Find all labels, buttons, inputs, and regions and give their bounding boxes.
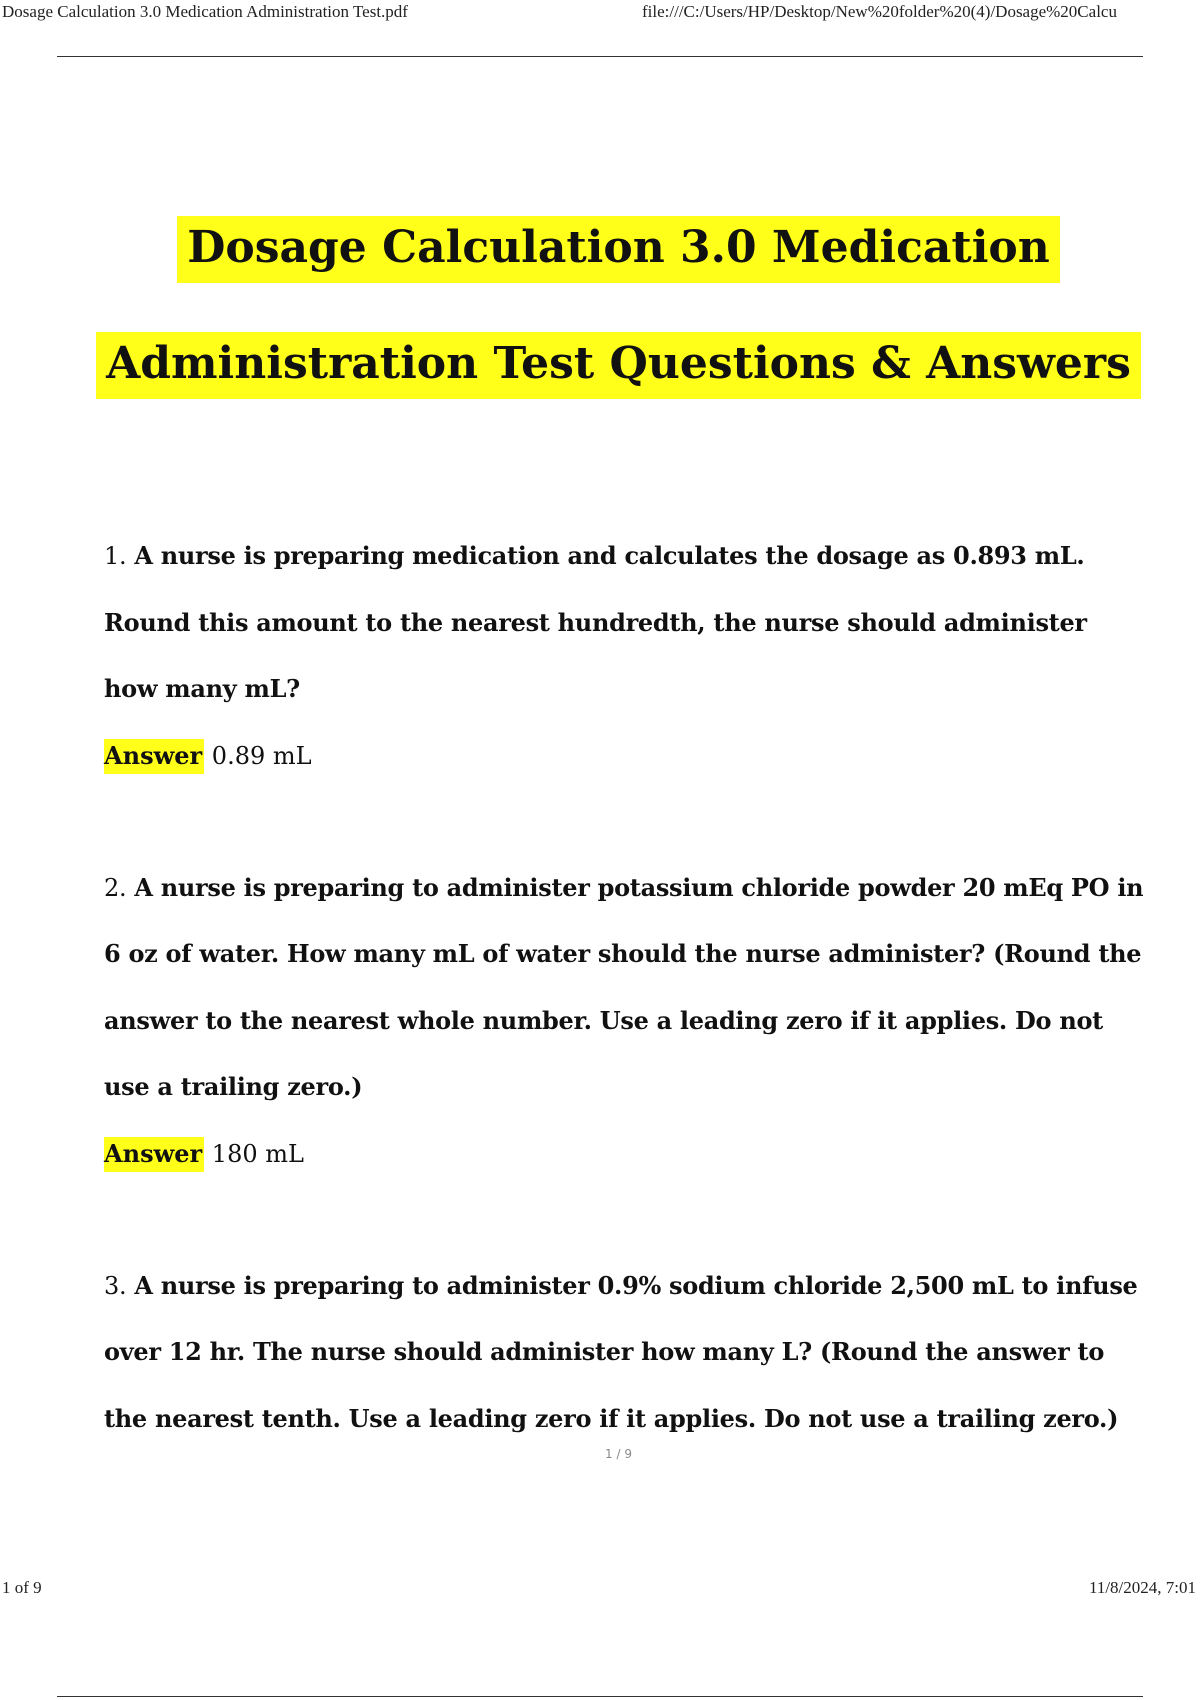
question-number: 2. <box>104 873 127 902</box>
answer-2 <box>104 1121 1144 1187</box>
spacer <box>104 1187 1144 1253</box>
footer-datetime: 11/8/2024, 7:01 <box>1088 1578 1196 1597</box>
title-line-2: Administration Test Questions & Answers <box>96 332 1141 399</box>
spacer <box>104 789 1144 855</box>
answer-value: 0.89 mL <box>211 741 312 770</box>
page-indicator: 1 / 9 <box>605 1447 632 1461</box>
print-header <box>0 0 1200 26</box>
header-divider <box>57 56 1143 57</box>
question-number: 3. <box>104 1271 127 1300</box>
question-3 <box>104 1253 1144 1453</box>
questions-section <box>104 523 1144 1452</box>
header-file-url: file:///C:/Users/HP/Desktop/New%20folder%20(4)/Dosage%20Calcu <box>642 2 1117 21</box>
answer-label: Answer <box>104 1137 204 1172</box>
question-text: A nurse is preparing medication and calculates the dosage as 0.893 mL. Round this amount to the nearest hundredth, the nurse should administer how many mL? <box>104 541 1087 703</box>
question-text: A nurse is preparing to administer 0.9% sodium chloride 2,500 mL to infuse over 12 hr. The nurse should administer how many L? (Round the answer to the nearest tenth. Use a leading zero if it applies. Do not use a trailing zero.) <box>104 1270 1138 1433</box>
footer-divider <box>57 1696 1143 1697</box>
title-line-1: Dosage Calculation 3.0 Medication <box>177 216 1060 283</box>
answer-value: 180 mL <box>211 1139 304 1168</box>
question-1 <box>104 523 1144 723</box>
footer-page-count: 1 of 9 <box>2 1578 42 1597</box>
question-text: A nurse is preparing to administer potassium chloride powder 20 mEq PO in 6 oz of water. How many mL of water should the nurse administer? (Round the answer to the nearest whole number. Use a leading zero if it applies. Do not use a trailing zero.) <box>104 872 1144 1101</box>
question-2 <box>104 855 1144 1121</box>
question-number: 1. <box>104 542 127 570</box>
answer-1 <box>104 723 1144 789</box>
document-title <box>0 190 1200 422</box>
answer-label: Answer <box>104 739 204 774</box>
header-document-title: Dosage Calculation 3.0 Medication Administration Test.pdf <box>2 2 408 21</box>
